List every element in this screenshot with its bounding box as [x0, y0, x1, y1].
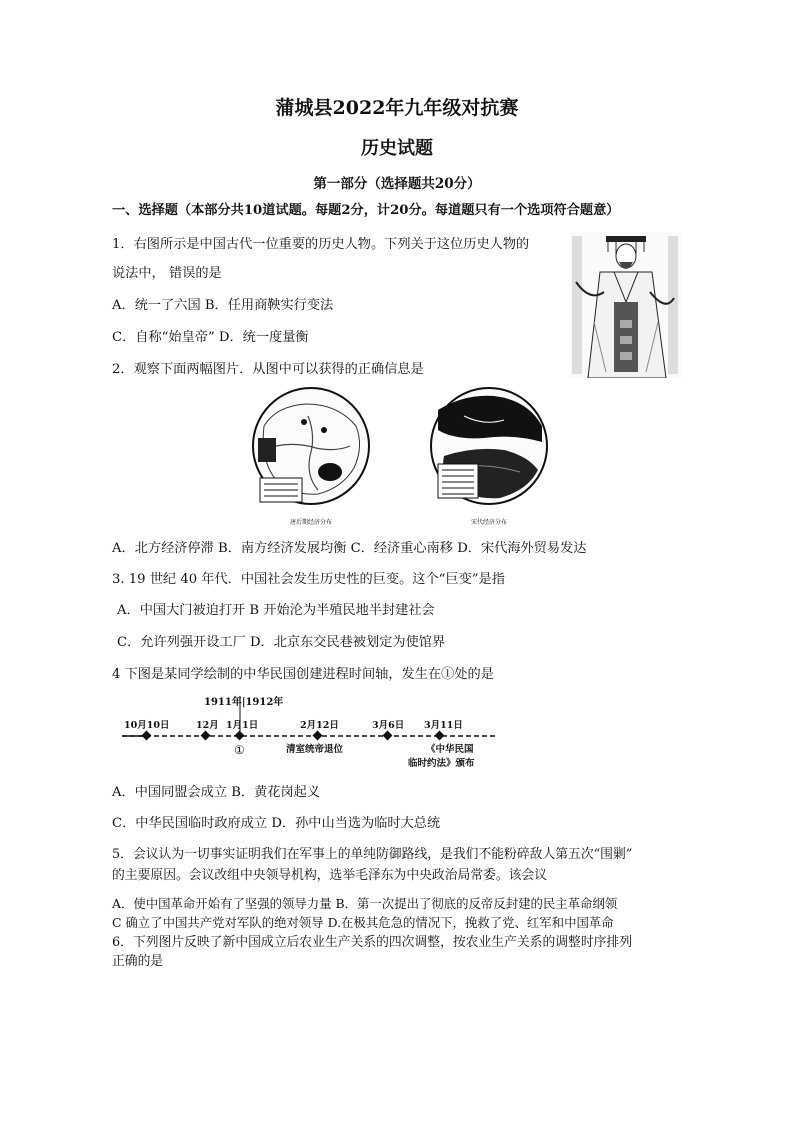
q4-stem: 4 下图是某同学绘制的中华民国创建进程时间轴，发生在①处的是 [112, 667, 494, 682]
timeline-event-constitution-line2: 临时约法》颁布 [408, 758, 475, 769]
q1-options-ab: A．统一了六国 B．任用商鞅实行变法 [112, 298, 334, 313]
q1-options-cd: C．自称“始皇帝” D．统一度量衡 [112, 330, 309, 345]
q1-stem-line1: 1．右图所示是中国古代一位重要的历史人物。下列关于这位历史人物的 [112, 237, 530, 252]
q6-stem-line1: 6．下列图片反映了新中国成立后农业生产关系的四次调整，按农业生产关系的调整时序排列 [112, 935, 633, 950]
q5-stem-line2: 的主要原因。会议改组中央领导机构，选举毛泽东为中央政治局常委。该会议 [112, 868, 548, 883]
q4-options-cd: C．中华民国临时政府成立 D．孙中山当选为临时大总统 [112, 816, 441, 831]
q2-options: A．北方经济停滞 B．南方经济发展均衡 C．经济重心南移 D．宋代海外贸易发达 [112, 541, 587, 556]
timeline-year-label: 1911年|1912年 [204, 697, 284, 708]
timeline-point [435, 731, 445, 741]
exam-subtitle: 历史试题 [361, 138, 433, 159]
timeline-date: 10月10日 [124, 720, 170, 731]
q3-options-cd: C．允许列强开设工厂 D．北京东交民巷被划定为使馆界 [117, 635, 446, 650]
emperor-portrait-image [570, 232, 682, 378]
timeline-date: 12月 [196, 720, 219, 731]
timeline-point [235, 731, 245, 741]
part-heading: 第一部分（选择题共20分） [313, 176, 481, 192]
q2-stem: 2．观察下面两幅图片．从图中可以获得的正确信息是 [112, 362, 424, 377]
tang-map-caption: 唐后期经济分布 [289, 519, 333, 526]
q3-options-ab: A．中国大门被迫打开 B 开始沦为半殖民地半封建社会 [117, 603, 435, 618]
song-economy-map [424, 386, 554, 528]
timeline-dates [124, 720, 463, 731]
timeline-date: 3月11日 [424, 720, 463, 731]
timeline-date: 2月12日 [300, 720, 339, 731]
q5-stem-line1: 5．会议认为一切事实证明我们在军事上的单纯防御路线，是我们不能粉碎敌人第五次“围剿” [112, 847, 633, 862]
tang-economy-map [246, 386, 376, 528]
timeline-point [142, 731, 152, 741]
q5-options-cd: C 确立了中国共产党对军队的绝对领导 D.在极其危急的情况下，挽救了党、红军和中国革命 [112, 915, 614, 930]
timeline-point [383, 731, 393, 741]
timeline-marker: ① [234, 743, 245, 757]
section-heading: 一、选择题（本部分共10道试题。每题2分，计20分。每道题只有一个选项符合题意） [112, 203, 620, 218]
exam-title: 蒲城县2022年九年级对抗赛 [275, 97, 519, 119]
timeline-date: 3月6日 [372, 720, 405, 731]
q5-options-ab: A．使中国革命开始有了坚强的领导力量 B．第一次提出了彻底的反帝反封建的民主革命纲领 [112, 896, 618, 911]
song-map-caption: 宋代经济分布 [470, 519, 508, 526]
republic-timeline [118, 690, 508, 772]
timeline-point [201, 731, 211, 741]
q4-options-ab: A．中国同盟会成立 B．黄花岗起义 [112, 785, 321, 800]
q3-stem: 3. 19 世纪 40 年代．中国社会发生历史性的巨变。这个“巨变”是指 [112, 572, 505, 587]
timeline-date: 1月1日 [226, 720, 259, 731]
q6-stem-line2: 正确的是 [112, 954, 164, 969]
timeline-point [313, 731, 323, 741]
timeline-event-abdication: 清室统帝退位 [286, 744, 344, 755]
q1-stem-line2: 说法中， 错误的是 [112, 266, 222, 281]
timeline-event-constitution-line1: 《中华民国 [426, 744, 474, 755]
